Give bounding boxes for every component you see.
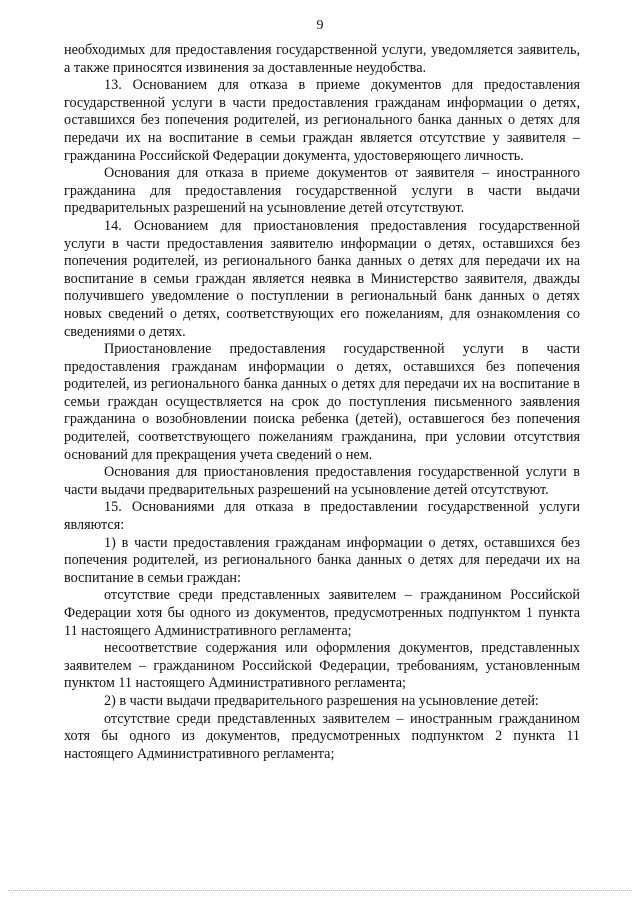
page-number: 9 [316, 18, 324, 33]
paragraph-13: 13. Основанием для отказа в приеме документов для предоставления государственной услуги в части предоставления гражданам информации о детях, оставшихся без попечения родителей, из регионального банка данных о детях для передачи их на воспитание в семьи граждан является отсутствие у заявителя – гражданина Российской Федерации документа, удостоверяющего личность. [64, 77, 580, 164]
list-item-15-1-b: несоответствие содержания или оформления документов, представленных заявителем – гражданином Российской Федерации, требованиям, установленным пунктом 11 настоящего Административного регламента; [64, 640, 580, 692]
scan-edge-divider [8, 890, 632, 891]
list-item-15-1: 1) в части предоставления гражданам информации о детях, оставшихся без попечения родителей, из регионального банка данных о детях для передачи их на воспитание в семьи граждан: [64, 534, 580, 586]
list-item-15-1-a: отсутствие среди представленных заявителем – гражданином Российской Федерации хотя бы одного из документов, предусмотренных подпунктом 1 пункта 11 настоящего Административного регламента; [64, 587, 580, 639]
paragraph-13-foreign: Основания для отказа в приеме документов от заявителя – иностранного гражданина для предоставления государственной услуги в части выдачи предварительных разрешений на усыновление детей отсутствуют. [64, 165, 580, 217]
paragraph-14-suspension: Приостановление предоставления государственной услуги в части предоставления гражданам информации о детях, оставшихся без попечения родителей, из регионального банка данных о детях для передачи их на воспитание в семьи граждан осуществляется на срок до поступления письменного заявления гражданина о возобновлении поиска ребенка (детей), оставшегося без попечения родителей, соответствующего пожеланиям гражданина, при условии отсутствия оснований для прекращения учета сведений о нем. [64, 341, 580, 463]
paragraph-continuation: необходимых для предоставления государственной услуги, уведомляется заявитель, а также приносятся извинения за доставленные неудобства. [64, 42, 580, 76]
list-item-15-2: 2) в части выдачи предварительного разрешения на усыновление детей: [104, 692, 539, 709]
paragraph-14-foreign: Основания для приостановления предоставления государственной услуги в части выдачи предварительных разрешений на усыновление детей отсутствуют. [64, 464, 580, 498]
paragraph-14: 14. Основанием для приостановления предоставления государственной услуги в части предоставления заявителю информации о детях, оставшихся без попечения родителей, из регионального банка данных о детях для передачи их на воспитание в семьи граждан является неявка в Министерство заявителя, дважды получившего уведомление о поступлении в региональный банк данных о детях новых сведений о детях, соответствующих его пожеланиям, для ознакомления со сведениями о детях. [64, 217, 580, 340]
document-body [64, 42, 580, 763]
list-item-15-2-a: отсутствие среди представленных заявителем – иностранным гражданином хотя бы одного из документов, предусмотренных подпунктом 2 пункта 11 настоящего Административного регламента; [64, 710, 580, 762]
paragraph-15: 15. Основаниями для отказа в предоставлении государственной услуги являются: [64, 499, 580, 534]
